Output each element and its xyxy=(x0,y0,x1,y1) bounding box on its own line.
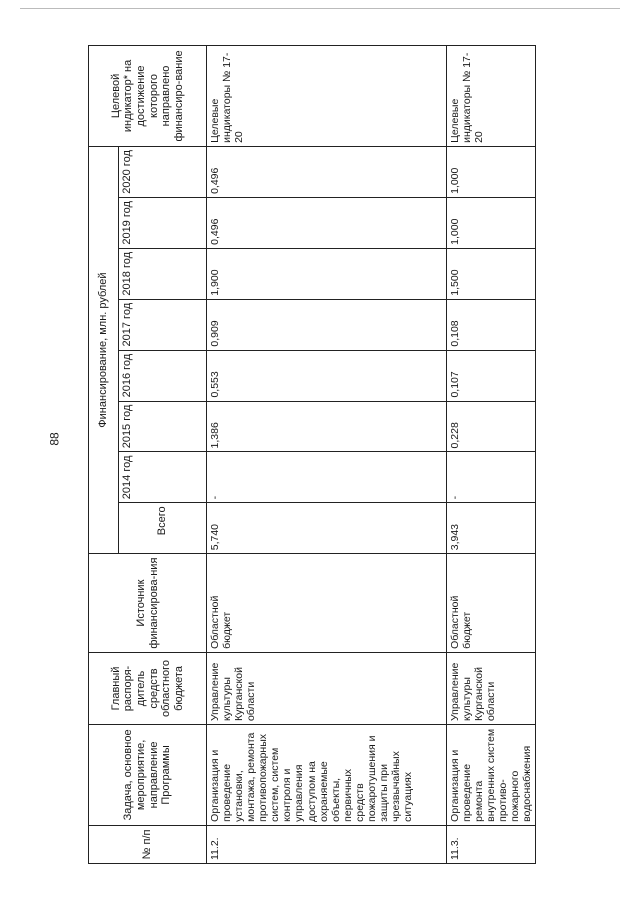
row-year-2014: - xyxy=(207,452,447,503)
row-year-2020: 1,000 xyxy=(447,146,536,197)
header-year-2014: 2014 год xyxy=(119,452,207,503)
row-year-2018: 1,900 xyxy=(207,248,447,299)
header-year-2018: 2018 год xyxy=(119,248,207,299)
row-year-2020: 0,496 xyxy=(207,146,447,197)
header-year-2016: 2016 год xyxy=(119,350,207,401)
row-source: Областной бюджет xyxy=(447,554,536,653)
row-year-2018: 1,500 xyxy=(447,248,536,299)
row-total: 3,943 xyxy=(447,503,536,554)
row-year-2016: 0,107 xyxy=(447,350,536,401)
row-manager: Управление культуры Курганской области xyxy=(207,652,447,724)
header-total: Всего xyxy=(119,503,207,554)
financing-table xyxy=(88,45,536,864)
row-total: 5,740 xyxy=(207,503,447,554)
header-num: № п/п xyxy=(89,825,207,863)
row-indicator: Целевые индикаторы № 17-20 xyxy=(447,46,536,147)
rotated-page-content xyxy=(88,45,534,864)
row-source: Областной бюджет xyxy=(207,554,447,653)
row-num: 11.2. xyxy=(207,825,447,863)
header-source: Источник финансирова-ния xyxy=(89,554,207,653)
header-indicator: Целевой индикатор* на достижение которого направлено финансиро-вание xyxy=(89,46,207,147)
page-number: 88 xyxy=(47,432,62,446)
row-year-2017: 0,909 xyxy=(207,299,447,350)
header-year-2019: 2019 год xyxy=(119,197,207,248)
scan-top-edge xyxy=(20,8,620,9)
row-indicator: Целевые индикаторы № 17-20 xyxy=(207,46,447,147)
row-year-2016: 0,553 xyxy=(207,350,447,401)
row-year-2014: - xyxy=(447,452,536,503)
row-num: 11.3. xyxy=(447,825,536,863)
header-year-2015: 2015 год xyxy=(119,401,207,452)
header-year-2020: 2020 год xyxy=(119,146,207,197)
row-year-2019: 1,000 xyxy=(447,197,536,248)
row-task: Организация и проведение ремонта внутренних систем противо-пожарного водоснабжения xyxy=(447,725,536,826)
header-manager: Главный распоря-дитель средств областного бюджета xyxy=(89,652,207,724)
row-year-2019: 0,496 xyxy=(207,197,447,248)
header-funding-group: Финансирование, млн. рублей xyxy=(89,146,119,553)
header-year-2017: 2017 год xyxy=(119,299,207,350)
row-year-2015: 0,228 xyxy=(447,401,536,452)
row-year-2015: 1,386 xyxy=(207,401,447,452)
row-year-2017: 0,108 xyxy=(447,299,536,350)
row-manager: Управление культуры Курганской области xyxy=(447,652,536,724)
row-task: Организация и проведение установки, монтажа, ремонта противопожарных систем, систем контроля и управления доступом на охраняемые объекты, первичных средств пожаротушения и защиты при чрезвычайных ситуациях xyxy=(207,725,447,826)
table-row xyxy=(447,46,536,864)
header-task: Задача, основное мероприятие, направление Программы xyxy=(89,725,207,826)
table-row xyxy=(207,46,447,864)
